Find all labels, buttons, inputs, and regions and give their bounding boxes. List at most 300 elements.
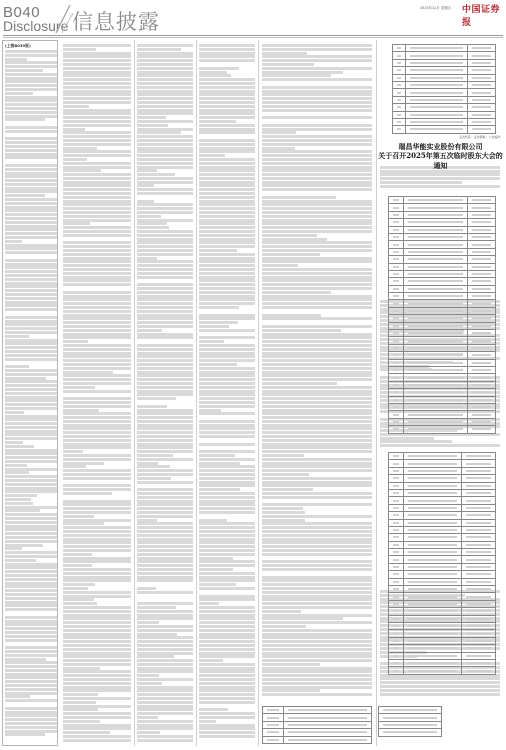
text-line [137,52,193,55]
table-cell [389,563,404,570]
table-row [389,278,496,285]
text-line [5,153,57,156]
table-cell [389,600,404,607]
text-line [262,652,372,655]
text-line [199,689,255,692]
text-line [199,697,255,700]
text-line [199,636,255,639]
text-line [5,103,57,106]
table-cell [393,104,406,111]
text-line [137,488,193,491]
text-line [137,154,193,157]
text-line [5,669,57,672]
text-line [137,147,193,150]
table-cell [283,721,371,728]
text-line [199,333,255,336]
text-line [262,291,331,294]
text-line [63,279,131,282]
text-line [63,344,131,347]
text-line [63,526,131,529]
text-line [262,150,372,153]
text-line [63,705,131,708]
table-cell [462,608,496,615]
text-line [5,544,43,547]
text-line [199,492,255,495]
text-line [199,659,223,662]
table-cell [403,322,467,329]
text-line [199,534,255,537]
text-line [137,522,193,525]
text-line [63,424,131,427]
text-line [5,373,57,376]
text-line [63,314,131,317]
text-line [5,601,57,604]
text-line [5,623,57,626]
text-line [5,88,57,91]
text-line [199,116,255,119]
text-line [63,52,131,55]
table-cell [467,403,495,410]
text-line [5,684,57,687]
text-line [63,560,131,563]
text-line [5,342,57,345]
text-line [5,289,57,292]
text-line [199,112,255,115]
text-line [137,253,193,256]
text-line [63,310,131,313]
text-line [5,631,57,634]
text-line [199,234,255,237]
table-row [263,707,372,714]
text-line [137,382,193,385]
text-line [5,137,57,140]
text-line [5,433,57,436]
text-line [262,359,372,362]
text-line [137,150,193,153]
text-line [137,234,193,237]
text-line [5,509,40,512]
text-line [199,192,255,195]
text-line [5,149,57,152]
text-line [63,306,131,309]
text-line [63,333,131,336]
text-line [137,405,167,408]
table-row [389,563,496,570]
text-line [262,397,372,400]
table-row [389,659,496,666]
text-line [199,652,255,655]
text-line [63,435,131,438]
slash-decoration-icon [54,3,74,35]
table-cell [389,374,404,381]
table-cell [389,482,404,489]
text-line [63,135,131,138]
text-line [137,667,193,670]
text-line [199,158,255,161]
table-cell [389,489,404,496]
table-row [389,322,496,329]
text-line [199,128,255,131]
text-line [199,526,255,529]
text-line [137,238,193,241]
announcement-company-name: 瑞昌华能实业股份有限公司 [398,142,483,151]
text-line [262,253,320,256]
text-line [137,572,193,575]
text-line [199,143,255,146]
text-line [63,507,131,510]
text-line [137,295,193,298]
text-line [63,553,92,556]
text-line [5,274,57,277]
text-line [5,141,57,144]
text-line [63,697,131,700]
text-line [5,190,57,193]
text-line [63,614,131,617]
table-cell [467,374,495,381]
text-line [5,118,45,121]
text-line [5,251,57,254]
text-line [262,412,372,415]
text-line [5,597,57,600]
text-line [199,477,255,480]
text-line [5,635,57,638]
text-line [262,222,372,225]
text-line [5,58,27,61]
table-cell [389,497,404,504]
text-line [137,184,154,187]
table-cell [389,204,404,211]
table-cell [462,586,496,593]
text-line [137,416,193,419]
text-line [262,287,372,290]
text-line [199,268,255,271]
text-line [262,405,372,408]
text-line [137,63,193,66]
table-row [389,615,496,622]
table-row [393,96,496,103]
text-line [5,407,57,410]
text-line [5,122,57,125]
text-line [63,63,131,66]
table-cell [403,489,462,496]
text-line [137,549,193,552]
text-line [5,396,57,399]
text-line [5,658,46,661]
text-line [5,247,57,250]
text-line [5,96,57,99]
table-cell [462,534,496,541]
table-cell [389,645,404,652]
text-line [262,317,372,320]
text-line [262,591,372,594]
text-line [5,532,57,535]
text-line [63,374,131,377]
text-line [262,260,372,263]
table-row [389,667,496,674]
text-line [199,93,255,96]
text-line [5,437,57,440]
text-line [262,689,320,692]
text-line [63,211,131,214]
text-line [63,340,88,343]
text-line [137,131,181,134]
text-line [199,154,225,157]
text-line [5,92,33,95]
text-line [262,670,372,673]
table-cell [389,519,404,526]
table-cell [462,541,496,548]
text-line [5,688,57,691]
text-line [262,169,372,172]
table-cell [389,256,404,263]
text-line [63,636,131,639]
table-cell [283,707,371,714]
text-line [63,625,131,628]
text-line [199,625,255,628]
text-line [137,644,193,647]
text-line [262,371,372,374]
table-cell [393,118,406,125]
text-line [63,477,131,480]
table-cell [403,482,462,489]
text-line [199,439,255,442]
text-line [63,663,131,666]
text-line [199,686,255,689]
text-line [199,101,255,104]
text-line [199,321,238,324]
text-line [5,722,57,725]
text-line [199,579,255,582]
table-cell [467,241,495,248]
table-row [389,652,496,659]
text-line [137,598,193,601]
attachment-table [262,706,372,744]
text-line [262,682,372,685]
table-row [389,600,496,607]
text-line [199,465,255,468]
text-line [137,701,193,704]
text-line [199,655,255,658]
text-line [199,135,255,138]
text-line [262,173,372,176]
text-line [5,521,57,524]
text-line [199,253,255,256]
text-line [262,131,296,134]
table-row [393,59,496,66]
text-line [199,203,255,206]
text-line [63,112,131,115]
text-line [63,97,131,100]
text-line [262,576,372,579]
table-cell [389,637,404,644]
table-cell [389,534,404,541]
text-line [199,276,255,279]
text-line [63,465,86,468]
table-cell [462,453,496,460]
text-line [199,541,255,544]
table-cell [389,352,404,359]
text-line [262,283,372,286]
text-line [137,173,175,176]
table-cell [462,460,496,467]
text-line [262,390,372,393]
text-line [262,109,372,112]
text-line [199,693,255,696]
text-line [63,720,100,723]
text-line [380,185,500,188]
text-line [262,530,372,533]
text-line [199,500,255,503]
text-line [137,462,158,465]
table-row [393,89,496,96]
text-line [63,595,131,598]
table-cell [462,571,496,578]
text-line [262,86,372,89]
text-line [5,642,57,645]
text-line [63,405,131,408]
table-cell [405,111,467,118]
text-line [262,431,372,434]
text-line [137,557,193,560]
text-line [199,177,255,180]
table-cell [389,453,404,460]
text-line [199,264,255,267]
text-line [63,481,131,484]
text-line [137,534,193,537]
text-line [262,298,372,301]
text-line [63,120,131,123]
text-line [199,712,255,715]
text-line [262,519,305,522]
text-line [5,646,57,649]
text-line [63,469,131,472]
text-line [199,230,255,233]
table-row [263,714,372,721]
text-line [5,563,57,566]
text-line [63,143,131,146]
text-line [262,458,372,461]
text-line [63,86,131,89]
text-line [199,382,255,385]
table-cell [467,352,495,359]
text-line [262,674,372,677]
table-row [389,352,496,359]
table-row [389,411,496,418]
table-cell [263,707,284,714]
text-line [137,602,193,605]
text-line [137,200,154,203]
table-cell [393,111,406,118]
table-cell [403,645,462,652]
table-cell [467,411,495,418]
table-cell [403,541,462,548]
table-cell [393,52,406,59]
text-line [5,639,57,642]
text-line [262,78,372,81]
text-line [63,515,94,518]
table-cell [403,403,467,410]
text-line [199,52,255,55]
text-line [137,48,181,51]
text-line [137,101,193,104]
text-line [137,78,193,81]
text-line [5,422,57,425]
text-line [5,61,57,64]
text-line [63,572,131,575]
text-line [5,134,57,137]
text-line [262,424,372,427]
text-line [199,397,255,400]
text-line [262,348,372,351]
table-cell [389,608,404,615]
text-line [63,427,131,430]
text-line [262,401,372,404]
table-cell [403,497,462,504]
text-line [262,386,372,389]
table-cell [462,622,496,629]
text-line [262,321,372,324]
text-line [5,358,57,361]
text-line [5,175,57,178]
text-line [63,116,131,119]
text-line [5,206,57,209]
text-line [199,469,255,472]
table-cell [403,475,462,482]
table-cell [403,512,462,519]
text-line [199,71,227,74]
text-line [63,147,97,150]
text-line [63,682,131,685]
table-cell [403,396,467,403]
text-line [380,177,500,180]
text-line [262,295,372,298]
text-line [137,500,193,503]
text-line [63,511,131,514]
text-line [137,298,193,301]
text-line [199,173,255,176]
text-line [199,55,255,58]
text-line [137,188,193,191]
text-line [137,629,193,632]
text-line [199,484,255,487]
table-cell [389,512,404,519]
text-line [262,462,372,465]
text-line [5,487,57,490]
text-line [5,308,57,311]
text-line [137,325,193,328]
text-line [262,409,372,412]
text-line [63,348,131,351]
table-cell [403,211,467,218]
text-line [5,213,57,216]
table-row [389,549,496,556]
text-line [262,44,372,47]
text-line [5,282,57,285]
text-line [137,576,193,579]
text-line [63,48,96,51]
text-line [137,431,193,434]
text-line [5,714,57,717]
text-line [137,735,193,738]
table-cell [462,549,496,556]
text-line [63,393,131,396]
text-line [199,633,255,636]
table-cell [462,593,496,600]
text-line [199,420,255,423]
text-line [5,232,57,235]
text-line [137,674,159,677]
text-line [63,317,131,320]
